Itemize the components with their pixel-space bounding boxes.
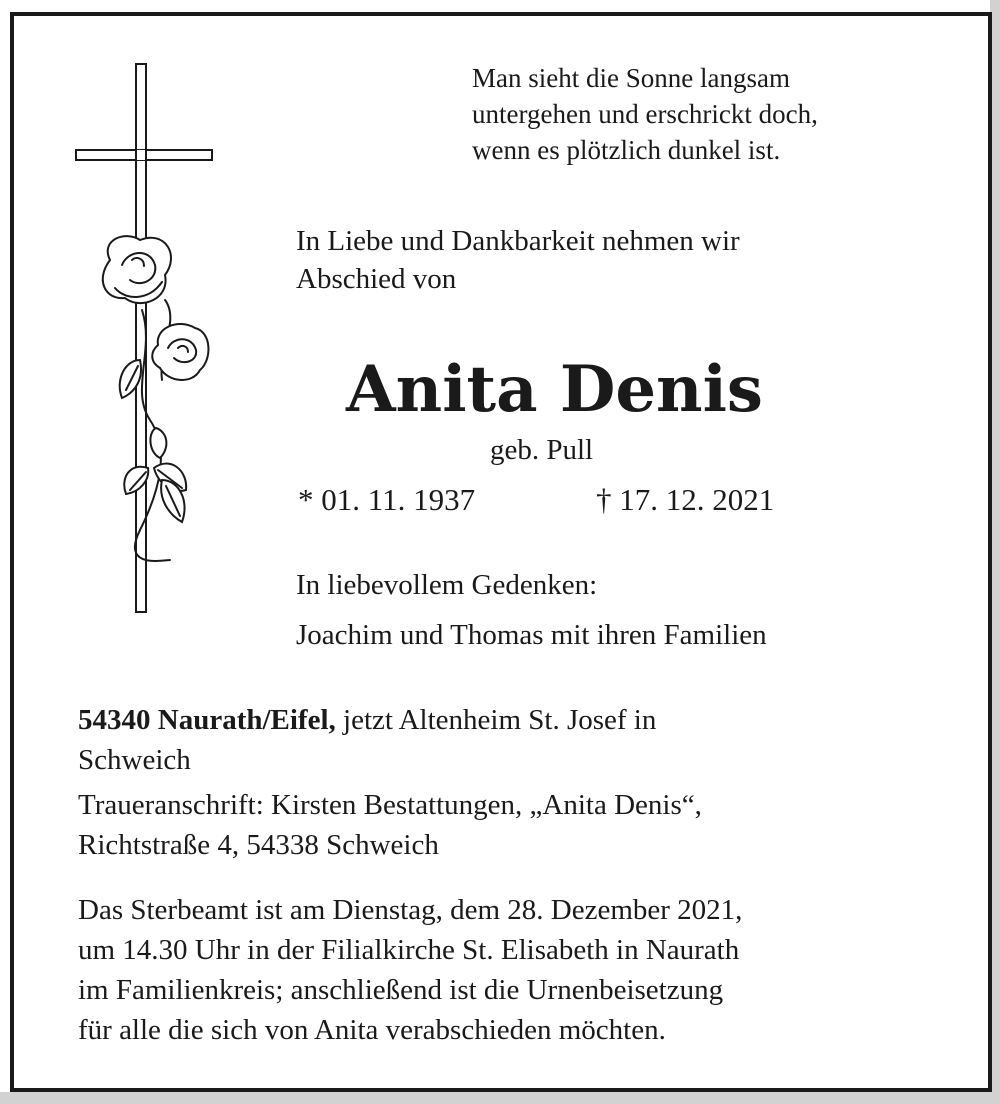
birth-date: * 01. 11. 1937 xyxy=(298,482,476,517)
address-place: 54340 Naurath/Eifel, xyxy=(78,704,336,736)
deceased-name: Anita Denis xyxy=(346,352,763,427)
condolence-address xyxy=(78,785,702,865)
intro-line: Abschied von xyxy=(296,263,457,295)
death-date: † 17. 12. 2021 xyxy=(596,482,775,517)
quote-line: Man sieht die Sonne langsam xyxy=(472,63,790,93)
cross-with-roses-icon xyxy=(70,60,230,620)
quote-line: untergehen und erschrickt doch, xyxy=(472,99,818,129)
service-line: Das Sterbeamt ist am Dienstag, dem 28. Dezember 2021, xyxy=(78,894,743,926)
memorial-quote xyxy=(472,60,818,168)
address-line: Schweich xyxy=(78,744,191,776)
service-line: im Familienkreis; anschließend ist die Urnenbeisetzung xyxy=(78,974,724,1006)
service-line: um 14.30 Uhr in der Filialkirche St. Elisabeth in Naurath xyxy=(78,934,740,966)
mourners-names: Joachim und Thomas mit ihren Familien xyxy=(296,619,767,651)
intro-line: In Liebe und Dankbarkeit nehmen wir xyxy=(296,225,740,257)
shadow-bottom xyxy=(0,1092,1000,1104)
mourners-heading: In liebevollem Gedenken: xyxy=(296,569,598,601)
condolence-line: Richtstraße 4, 54338 Schweich xyxy=(78,829,439,861)
condolence-line: Traueranschrift: Kirsten Bestattungen, „Anita Denis“, xyxy=(78,789,702,821)
funeral-service-info xyxy=(78,890,742,1050)
address-line xyxy=(78,700,656,740)
farewell-intro xyxy=(296,222,740,298)
quote-line: wenn es plötzlich dunkel ist. xyxy=(472,135,781,165)
residence-address xyxy=(78,700,656,780)
service-line: für alle die sich von Anita verabschieden möchten. xyxy=(78,1014,666,1046)
birth-name: geb. Pull xyxy=(490,434,594,466)
address-detail: jetzt Altenheim St. Josef in xyxy=(335,704,657,736)
